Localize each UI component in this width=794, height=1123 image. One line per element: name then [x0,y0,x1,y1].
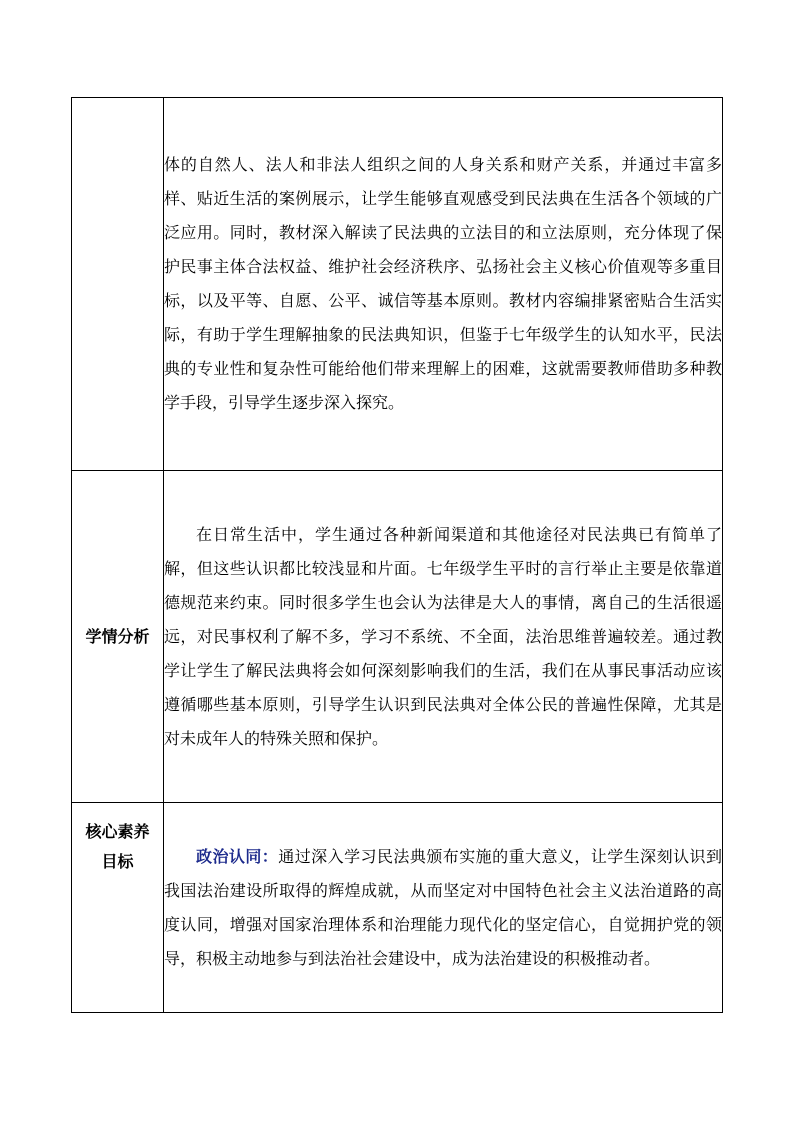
table-row-student-analysis [72,471,723,803]
core-literacy-label-line2: 目标 [101,852,134,871]
student-analysis-text: 在日常生活中，学生通过各种新闻渠道和其他途径对民法典已有简单了解，但这些认识都比较浅显和片面。七年级学生平时的言行举止主要是依靠道德规范来约束。同时很多学生也会认为法律是大人的事情，离自己的生活很遥远，对民事权利了解不多，学习不系统、不全面，法治思维普遍较差。通过教学让学生了解民法典将会如何深刻影响我们的生活，我们在从事民事活动应该遵循哪些基本原则，引导学生认识到民法典对全体公民的普遍性保障，尤其是对未成年人的特殊关照和保护。 [164,524,722,748]
textbook-analysis-text: 体的自然人、法人和非法人组织之间的人身关系和财产关系，并通过丰富多样、贴近生活的案例展示，让学生能够直观感受到民法典在生活各个领域的广泛应用。同时，教材深入解读了民法典的立法目的和立法原则，充分体现了保护民事主体合法权益、维护社会经济秩序、弘扬社会主义核心价值观等多重目标，以及平等、自愿、公平、诚信等基本原则。教材内容编排紧密贴合生活实际，有助于学生理解抽象的民法典知识，但鉴于七年级学生的认知水平，民法典的专业性和复杂性可能给他们带来理解上的困难，这就需要教师借助多种教学手段，引导学生逐步深入探究。 [164,155,722,412]
row-label-core-literacy [72,803,164,1013]
core-literacy-content [164,803,723,1013]
row-label-empty [72,98,164,471]
row-label-student-analysis: 学情分析 [72,471,164,803]
lesson-plan-table [71,97,723,1013]
textbook-analysis-content [164,98,723,471]
core-literacy-label-line1: 核心素养 [85,822,150,841]
core-literacy-text: 通过深入学习民法典颁布实施的重大意义，让学生深刻认识到我国法治建设所取得的辉煌成就，从而坚定对中国特色社会主义法治道路的高度认同，增强对国家治理体系和治理能力现代化的坚定信心，自觉拥护党的领导，积极主动地参与到法治社会建设中，成为法治建设的积极推动者。 [164,846,722,968]
table-row-core-literacy [72,803,723,1013]
table-row-textbook-analysis [72,98,723,471]
political-identity-heading: 政治认同： [196,846,279,866]
student-analysis-content [164,471,723,803]
core-literacy-paragraph [164,840,722,976]
